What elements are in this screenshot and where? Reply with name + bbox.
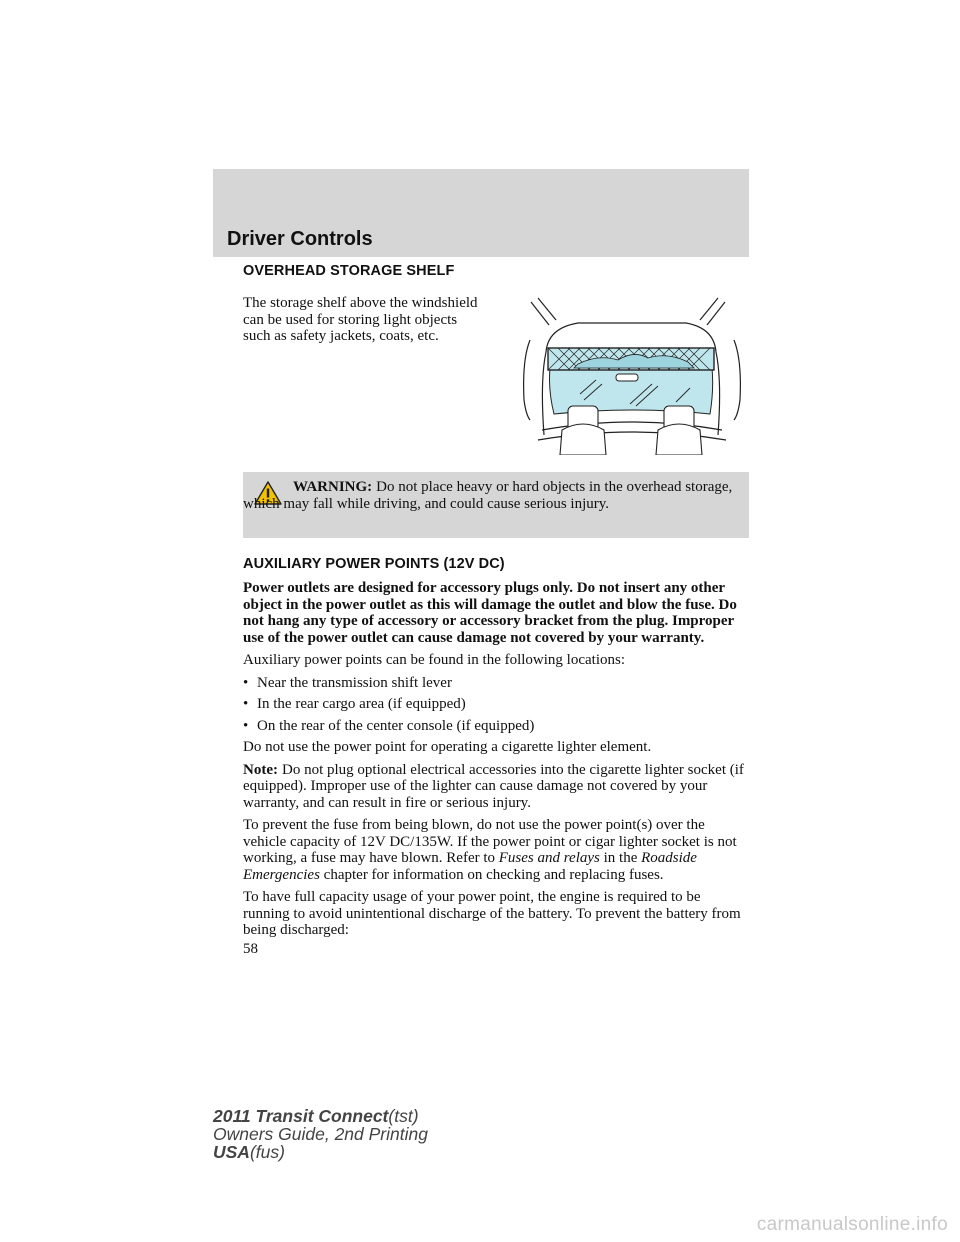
overhead-shelf-illustration	[518, 290, 746, 455]
note-label: Note:	[243, 761, 278, 778]
capacity-paragraph: To have full capacity usage of your power point, the engine is required to be running to avoid unintentional discharge of the battery. To prevent the battery from being discharged:	[243, 889, 741, 938]
list-item: • Near the transmission shift lever	[243, 674, 452, 691]
page-number: 58	[243, 940, 258, 957]
warning-label: WARNING:	[293, 479, 373, 495]
site-watermark: carmanualsonline.info	[756, 1214, 948, 1235]
section-title: Driver Controls	[227, 228, 373, 250]
aux-power-caution: Power outlets are designed for accessory plugs only. Do not insert any other object in the power outlet as this will damage the outlet and blow the fuse. Do not hang any type of accessory or accessory bracket from the plug. Improper use of the power outlet can cause damage not covered by your warranty.	[243, 580, 737, 646]
warning-text-block	[243, 479, 737, 512]
locations-list	[243, 675, 749, 735]
list-item: • On the rear of the center console (if equipped)	[243, 717, 535, 734]
aux-power-content	[243, 580, 749, 957]
document-footer	[213, 1107, 428, 1161]
section-header-band	[213, 169, 749, 257]
roadside-emergencies-reference: Roadside Emergencies	[243, 850, 697, 883]
list-item: • In the rear cargo area (if equipped)	[243, 696, 466, 712]
footer-market: USA	[213, 1142, 250, 1162]
note-paragraph	[243, 762, 749, 812]
footer-model-code: (tst)	[388, 1106, 419, 1126]
warning-text: Do not place heavy or hard objects in the overhead storage, which may fall while driving, and could cause serious injury.	[243, 479, 733, 512]
cigarette-lighter-note: Do not use the power point for operating a cigarette lighter element.	[243, 739, 652, 755]
footer-model: 2011 Transit Connect	[213, 1106, 389, 1126]
overhead-storage-text: The storage shelf above the windshield can be used for storing light objects such as safety jackets, coats, etc.	[243, 295, 478, 344]
footer-guide: Owners Guide, 2nd Printing	[213, 1124, 428, 1144]
footer-market-code: (fus)	[249, 1142, 285, 1162]
aux-power-heading: AUXILIARY POWER POINTS (12V DC)	[243, 556, 505, 572]
warning-box	[243, 472, 749, 538]
fuses-relays-reference: Fuses and relays	[498, 850, 600, 866]
locations-intro: Auxiliary power points can be found in the following locations:	[243, 652, 626, 668]
overhead-storage-heading: OVERHEAD STORAGE SHELF	[243, 263, 455, 279]
fuse-paragraph: To prevent the fuse from being blown, do not use the power point(s) over the vehicle capacity of 12V DC/135W. If the power point or cigar lighter socket is not working, a fuse may have blown. Refer to Fuses and relays in the Roadside Emergencies chapter for information on checking and replacing fuses.	[243, 817, 737, 883]
note-text: Do not plug optional electrical accessories into the cigarette lighter socket (if equipped). Improper use of the lighter can cause damage not covered by your warranty, and can result in fire or serious injury.	[243, 761, 744, 811]
